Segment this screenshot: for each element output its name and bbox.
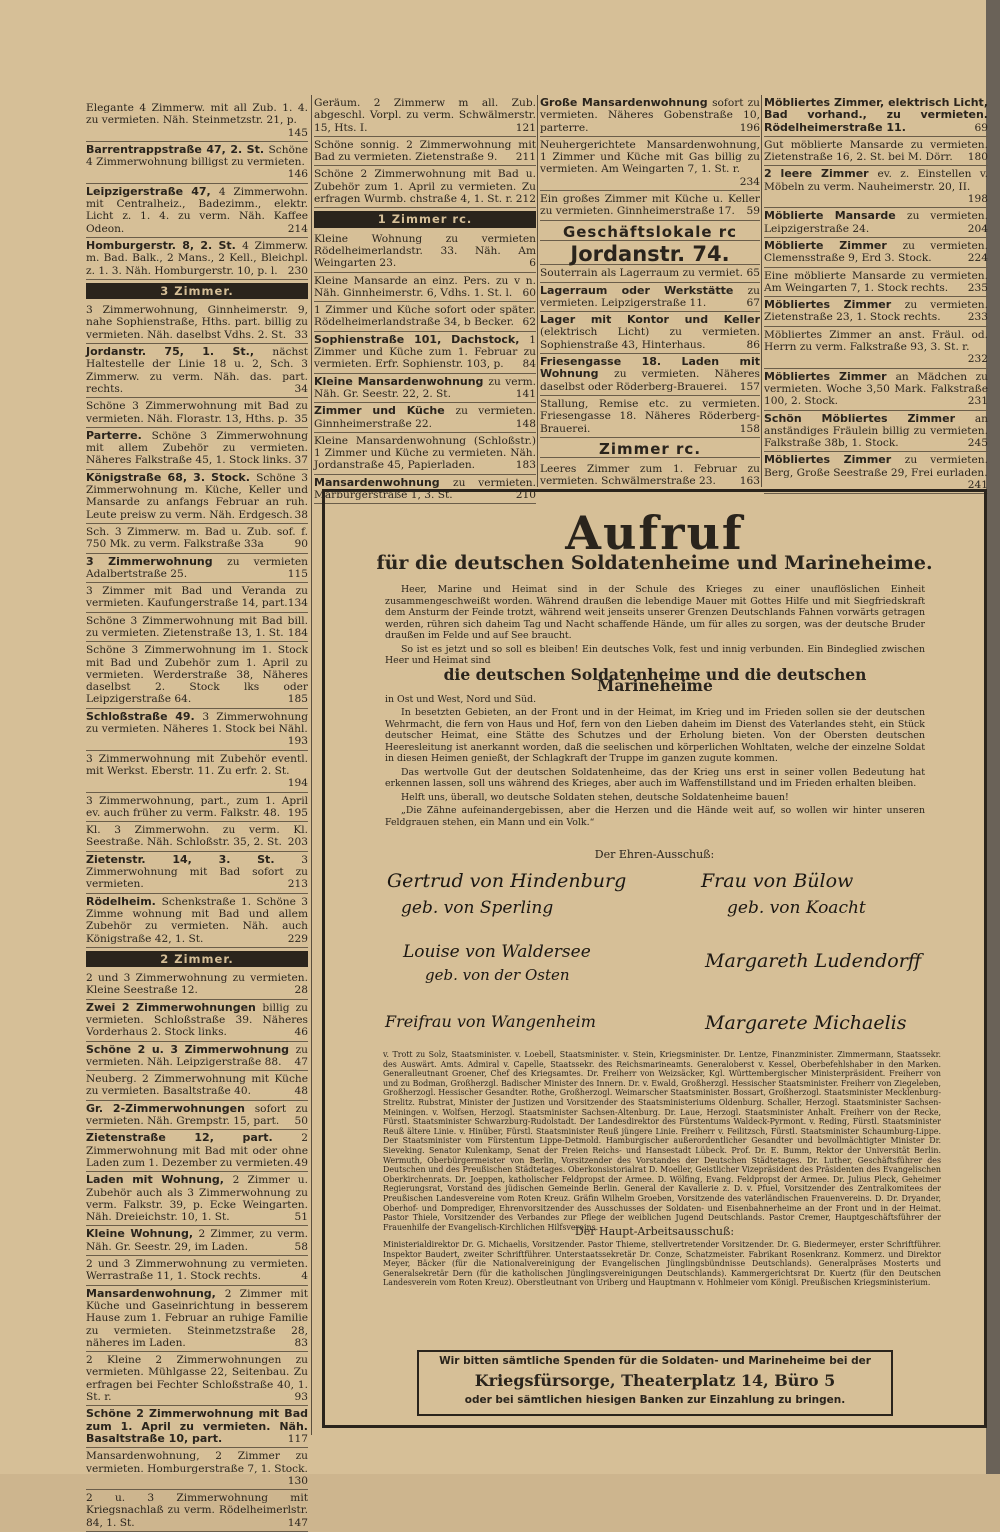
ad-headline: 2 leere Zimmer — [764, 167, 878, 181]
aufruf-notice — [322, 489, 987, 1428]
ad-number: 231 — [967, 395, 988, 408]
classified-ad — [314, 137, 536, 167]
ad-number: 62 — [522, 316, 536, 329]
ad-text: Schenkstraße 1. Schöne 3 Zimme wohnung mit Bad und allem Zubehör zu vermieten. Näh. auch Königstraße 42, 1. St. — [86, 895, 308, 945]
ad-number: 83 — [294, 1336, 308, 1349]
ad-number: 245 — [967, 437, 988, 450]
ad-number: 212 — [515, 193, 536, 206]
ad-number: 194 — [287, 777, 308, 790]
classified-ad — [86, 1352, 308, 1406]
classified-column-4 — [764, 95, 988, 494]
ad-text: Schöne 4 Zimmerwohnung billigst zu vermieten. — [86, 143, 308, 169]
classified-ad — [314, 433, 536, 475]
ad-text: 2 Zimmer u. Zubehör auch als 3 Zimmerwohnung zu verm. Falkstr. 39, p. Ecke Weingarten. Näh. Dreieichstr. 10, 1. St. — [86, 1174, 308, 1224]
classified-ad — [86, 554, 308, 584]
classified-ad — [540, 354, 760, 396]
ad-number: 6 — [529, 257, 536, 270]
ad-number: 163 — [739, 475, 760, 488]
ad-number: 230 — [287, 264, 308, 277]
ad-text: 4 Zimmerwohn. mit Centralheiz., Badezimm., elektr. Licht z. 1. 4. zu verm. Näh. Kaffee Odeon. — [86, 185, 308, 235]
classified-ad — [86, 894, 308, 948]
ad-headline: Große Mansardenwohnung — [540, 96, 713, 109]
ad-number: 34 — [294, 382, 308, 395]
ad-text: Schöne sonnig. 2 Zimmerwohnung mit Bad zu vermieten. Zietenstraße 9. — [314, 138, 536, 164]
ad-number: 38 — [294, 508, 308, 521]
ad-text: zu vermieten. Näh. Leipzigerstraße 88. — [86, 1043, 308, 1068]
ad-text: zu vermieten. Clemensstraße 9, Erd 3. Stock. — [764, 239, 988, 265]
ad-number: 65 — [746, 267, 760, 280]
ad-number: 203 — [287, 836, 308, 849]
ad-number: 234 — [739, 175, 760, 188]
ad-headline: Kleine Wohnung, — [86, 1227, 199, 1241]
ad-text: zu vermieten. Leipzigerstraße 11. — [540, 284, 760, 309]
classified-ad — [314, 166, 536, 208]
ad-text: Möbliertes Zimmer an anst. Fräul. od. Herrn zu verm. Falkstraße 93, 3. St. r. — [764, 328, 988, 354]
classified-ad — [86, 1406, 308, 1448]
classified-ad — [86, 470, 308, 524]
aufruf-paragraph: So ist es jetzt und so soll es bleiben! Ein deutsches Volk, fest und innig verbunden. Ein Bindeglied zwischen Heer und Heimat sind — [385, 643, 925, 666]
ad-headline: Königstraße 68, 3. Stock. — [86, 470, 257, 484]
ad-headline: Mansardenwohnung, — [86, 1286, 225, 1300]
classified-ad — [764, 95, 988, 137]
ad-number: 198 — [967, 193, 988, 206]
ad-number: 60 — [522, 286, 536, 299]
ad-text: Neuhergerichtete Mansardenwohnung, 1 Zimmer und Küche mit Gas billig zu vermieten. Am Weingarten 7, 1. St. r. — [540, 138, 760, 176]
ad-number: 141 — [515, 387, 536, 400]
classified-ad — [86, 1000, 308, 1042]
category-header: Geschäftslokale rc — [540, 224, 760, 241]
ad-number: 86 — [746, 338, 760, 351]
ad-headline: Rödelheim. — [86, 894, 162, 908]
aufruf-paragraph: in Ost und West, Nord und Süd. — [385, 693, 537, 705]
ad-text: sofort zu vermieten. Näheres Gobenstraße 10, parterre. — [540, 97, 760, 134]
haupt-ausschuss-heading: Der Haupt-Arbeitsausschuß: — [574, 1225, 735, 1238]
ad-headline: Sophienstraße 101, Dachstock, — [314, 332, 530, 346]
ad-text: (elektrisch Licht) zu vermieten. Sophienstraße 43, Hinterhaus. — [540, 326, 760, 351]
classified-ad — [86, 524, 308, 554]
ad-text: 1 Zimmer und Küche sofort oder später. Rödelheimerlandstraße 34, b Becker. — [314, 304, 536, 329]
ad-number: 157 — [739, 380, 760, 393]
ad-number: 180 — [967, 151, 988, 164]
ad-text: Schöne 3 Zimmerwohnung mit Bad zu vermieten. Näh. Florastr. 13, Hths. p. — [86, 400, 308, 425]
ad-number: 241 — [967, 479, 988, 492]
classified-ad — [86, 1101, 308, 1131]
ad-text: 3 Zimmerwohnung zu vermieten. Näheres 1. Stock bei Nähl. — [86, 710, 308, 736]
category-header: 1 Zimmer rc. — [314, 211, 536, 227]
classified-ad — [86, 428, 308, 470]
category-header: 3 Zimmer. — [86, 283, 308, 299]
ad-number: 90 — [294, 538, 308, 551]
ad-text: 2 u. 3 Zimmerwohnung mit Kriegsnachlaß zu verm. Rödelheimerlstr. 84, 1. St. — [86, 1492, 308, 1529]
aufruf-subtitle: für die deutschen Soldatenheime und Marineheime. — [376, 552, 933, 574]
ad-text: 3 Zimmerwohnung mit Bad sofort zu vermieten. — [86, 853, 308, 891]
ad-text: zu vermieten. Leipzigerstraße 24. — [764, 210, 988, 235]
ad-number: 145 — [287, 126, 308, 139]
ad-number: 185 — [287, 693, 308, 706]
ad-number: 213 — [287, 878, 308, 891]
aufruf-paragraph: Das wertvolle Gut der deutschen Soldatenheime, das der Krieg uns erst in seiner vollen Bedeutung hat erkennen lassen, soll uns während des Krieges, aber auch im Waffenstillstand und im Frieden erhalten bleiben. — [385, 766, 925, 789]
classified-ad — [540, 265, 760, 282]
ad-headline: Möblierte Zimmer — [764, 238, 903, 252]
classified-ad — [86, 344, 308, 398]
signature: geb. von Koacht — [727, 898, 866, 918]
ad-number: 158 — [739, 422, 760, 435]
aufruf-body — [385, 584, 925, 830]
classified-ad — [86, 238, 308, 280]
ad-number: 28 — [294, 984, 308, 997]
column-rule — [537, 95, 538, 487]
classified-ad — [540, 283, 760, 313]
donation-box — [417, 1350, 893, 1416]
ad-headline: Parterre. — [86, 428, 152, 442]
ad-number: 193 — [287, 735, 308, 748]
ad-number: 59 — [746, 205, 760, 218]
donation-address: Kriegsfürsorge, Theaterplatz 14, Büro 5 — [474, 1371, 836, 1390]
ad-number: 134 — [287, 597, 308, 610]
classified-ad — [86, 709, 308, 751]
ad-headline: Zimmer und Küche — [314, 404, 456, 418]
classified-ad — [86, 1172, 308, 1226]
classified-ad — [314, 302, 536, 332]
ad-text: zu verm. Näh. Gr. Seestr. 22, 2. St. — [314, 375, 536, 400]
ad-headline: Lagerraum oder Werkstätte — [540, 283, 748, 297]
ad-number: 184 — [287, 626, 308, 639]
ad-text: zu vermieten. Zietenstraße 23, 1. Stock rechts. — [764, 299, 988, 324]
big-ad-jordanstrasse: Jordanstr. 74. — [540, 244, 760, 265]
ad-number: 214 — [287, 222, 308, 235]
classified-ad — [764, 327, 988, 369]
ad-text: Schöne 3 Zimmerwohnung mit Bad bill. zu vermieten. Zietenstraße 13, 1. St. — [86, 614, 308, 639]
ad-headline: Lager mit Kontor und Keller — [540, 313, 760, 327]
ad-number: 46 — [294, 1026, 308, 1039]
ad-text: Eine möblierte Mansarde zu vermieten. Am Weingarten 7, 1. Stock rechts. — [764, 269, 988, 294]
ad-text: Gut möblierte Mansarde zu vermieten. Zietenstraße 16, 2. St. bei M. Dörr. — [764, 138, 988, 164]
ad-text: Schöne 3 Zimmerwohnung mit allem Zubehör zu vermieten. Näheres Falkstraße 45, 1. Stock links. — [86, 429, 309, 467]
ad-headline: Leipzigerstraße 47, — [86, 184, 219, 198]
ad-text: Stallung, Remise etc. zu vermieten. Friesengasse 18. Näheres Röderberg-Brauerei. — [540, 397, 760, 435]
column-rule — [311, 95, 312, 1435]
classified-column-3 — [540, 95, 760, 491]
classified-ad — [86, 1490, 308, 1532]
signature: Margareth Ludendorff — [705, 950, 922, 972]
ad-text: ev. z. Einstellen v. Möbeln zu verm. Nauheimerstr. 20, II. — [764, 168, 988, 193]
donation-line: oder bei sämtlichen hiesigen Banken zur Einzahlung zu bringen. — [464, 1394, 846, 1406]
ad-number: 84 — [522, 358, 536, 371]
ad-text: 2 und 3 Zimmerwohnung zu vermieten. Kleine Seestraße 12. — [86, 972, 308, 997]
classified-ad — [86, 822, 308, 852]
ad-text: 3 Zimmer mit Bad und Veranda zu vermieten. Kaufungerstraße 14, part. — [86, 585, 308, 610]
classified-ad — [86, 1226, 308, 1256]
classified-ad — [86, 1130, 308, 1172]
ad-number: 49 — [294, 1156, 308, 1169]
ad-number: 33 — [294, 328, 308, 341]
ad-headline: Gr. 2-Zimmerwohnungen — [86, 1101, 255, 1115]
ad-text: zu vermieten. Ginnheimerstraße 22. — [314, 405, 536, 430]
ad-number: 121 — [515, 121, 536, 134]
category-header: Zimmer rc. — [540, 441, 760, 458]
ad-number: 4 — [301, 1270, 308, 1283]
ad-headline: Möblierte Mansarde — [764, 209, 908, 223]
ad-number: 232 — [967, 353, 988, 366]
ad-number: 195 — [287, 806, 308, 819]
classified-ad — [86, 100, 308, 142]
ad-text: zu vermieten. Marburgerstraße 1, 3. St. — [314, 476, 536, 502]
aufruf-highlight: die deutschen Soldatenheime und die deutschen Marineheime — [443, 664, 867, 695]
ad-number: 235 — [967, 281, 988, 294]
classified-ad — [86, 1256, 308, 1286]
signature: geb. von Sperling — [401, 898, 554, 918]
ad-text: an anständiges Fräulein billig zu vermieten. Falkstraße 38b, 1. Stock. — [764, 412, 988, 450]
ad-number: 183 — [515, 459, 536, 472]
classified-column-1 — [86, 100, 308, 1532]
ad-headline: Zietenstr. 14, 3. St. — [86, 852, 302, 866]
ad-number: 147 — [287, 1516, 308, 1529]
ad-number: 233 — [967, 311, 988, 324]
ad-headline: Schön Möbliertes Zimmer — [764, 411, 975, 425]
signature: Gertrud von Hindenburg — [387, 870, 627, 892]
column-rule — [761, 95, 762, 487]
aufruf-paragraph: Heer, Marine und Heimat sind in der Schule des Krieges zu einer unauflöslichen Einheit zusammengeschweißt worden. Während draußen die lebendige Mauer mit Gottes Hilfe und mit Siegfriedskraft dem Ansturm der Feinde trotzt, während weit jenseits unserer Grenzen Deutschlands Fahnen vorwärts getragen werden, rühren sich daheim Tag und Nacht schaffende Hände, um für alles zu sorgen, was der deutsche Bruder draußen im Felde und auf See braucht. — [385, 584, 925, 641]
ad-text: Geräum. 2 Zimmerw m all. Zub. abgeschl. Vorpl. zu verm. Schwälmerstr. 15, Hts. I. — [314, 97, 536, 134]
ad-number: 211 — [515, 151, 536, 164]
ad-number: 115 — [287, 567, 308, 580]
ad-text: zu vermieten. Berg, Große Seestraße 29, Frei eurladen. — [764, 454, 988, 479]
classified-ad — [86, 1042, 308, 1072]
ad-text: 2 Kleine 2 Zimmerwohnungen zu vermieten. Mühlgasse 22, Seitenbau. Zu erfragen bei Fechter Schloßstraße 40, 1. St. r. — [86, 1354, 308, 1404]
classified-ad — [86, 613, 308, 643]
ad-number: 130 — [287, 1474, 308, 1487]
ad-number: 229 — [287, 932, 308, 945]
ad-text: 1 Zimmer und Küche zum 1. Februar zu vermieten. Erfr. Sophienstr. 103, p. — [314, 333, 536, 371]
ad-headline: Friesengasse 18. Laden mit Wohnung — [540, 355, 760, 381]
ad-number: 50 — [294, 1115, 308, 1128]
ad-headline: Schöne 2 Zimmerwohnung mit Bad zum 1. April zu vermieten. Näh. Basaltstraße 10, part. — [86, 1407, 308, 1445]
ad-number: 117 — [287, 1432, 308, 1445]
classified-ad — [314, 403, 536, 433]
ad-headline: Jordanstr. 75, 1. St., — [86, 345, 273, 359]
ad-headline: Möbliertes Zimmer — [764, 298, 905, 312]
ad-number: 47 — [294, 1055, 308, 1068]
signature: Margarete Michaelis — [705, 1012, 907, 1034]
ad-text: zu vermieten Adalbertstraße 25. — [86, 555, 308, 580]
classified-ad — [540, 396, 760, 438]
committee-names: v. Trott zu Solz, Staatsminister. v. Loebell, Staatsminister. v. Stein, Kriegsminister. Dr. Lentze, Finanzminister. Zimmermann, Staatssekr. des Auswärt. Amts. Admiral v. Capelle, Staatssekr. des Reichsmarineamts. Generaloberst v. Kessel, Oberbefehlshaber in den Marken. Generalleutnant Groener, Chef des Kriegsamtes. Dr. Freiherr von Weizsäcker, Kgl. Württembergischer Ministerpräsident. Freiherr von und zu Bodman, Großherzgl. Badischer Minister des Innern. Dr. v. Ewald, Großherzgl. Hessischer Staatsminister. Freiherr von Ziegeleben, Großherzogl. Hessischer Gesandter. Rothe, Großherzogl. Weimarscher Staatsminister. Bossart, Großherzogl. Staatsminister Mecklenburg-Strelitz. Rubstrat, Minister der Justizen und Vorsitzender des Staatsministeriums Oldenburg. Schaller, Herzogl. Staatsminister Sachsen-Meiningen. v. Wolfsen, Herzogl. Staatsminister Sachsen-Altenburg. Dr. Laue, Herzogl. Staatsminister Anhalt. Freiherr von der Recke, Fürstl. Staatsminister Schwarzburg-Rudolstadt. Der Landesdirektor des Fürstentums Waldeck-Pyrmont. v. Reding, Fürstl. Staatsminister Reuß ältere Linie. v. Hinüber, Fürstl. Staatsminister Reuß jüngere Linie. Freiherr v. Feilitzsch, Fürstl. Staatsminister Schaumburg-Lippe. Der Staatsminister vom Fürstentum Lippe-Detmold. Hamburgischer außerordentlicher Gesandter und bevollmächtigter Minister Dr. Sieveking. Senator Kulenkamp, Senat der Freien Reichs- und Hansestadt Lübeck. Prof. Dr. E. Bumm, Rektor der Universität Berlin. Wermuth, Oberbürgermeister von Berlin, Vorsitzender des Vorstandes der Deutschen Städtetages. Dr. Luther, Geschäftsführer des Deutschen und des Preußischen Städtetages. Oberkonsistorialrat D. Moeller, Geistlicher Vizepräsident des Präsidenten des Evangelischen Oberkirchenrats. Dr. Joeppen, katholischer Feldpropst der Armee. D. Wölfing, Evang. Feldpropst der Armee. Dr. Julius Pleck, Geheimer Regierungsrat, Vorstand des jüdischen Gemeinde Berlin. General der Kavallerie z. D. v. Pfuel, Vorsitzender des Zentralkomitees der Preußischen Landesvereine vom Roten Kreuz. Gräfin Wilhelm Groeben, Vorsitzende des vaterländischen Frauenvereins. D. Dr. Dryander, Oberhof- und Domprediger, Ehrenvorsitzender des Ausschusses der Soldaten- und Eisenbahnerheime an der Front und in der Heimat. Pastor Thiele, Vorsitzender des Verbandes zur Pflege der weiblichen Jugend Deutschlands. Pastor Cremer, Hauptgeschäftsführer der Frauenhilfe der Evangelisch-Kirchlichen Hilfsvereins. — [383, 1050, 941, 1232]
ad-text: 3 Zimmerwohnung, Ginnheimerstr. 9, nahe Sophienstraße, Hths. part. billig zu vermieten. Näh. daselbst Vdhs. 2. St. — [86, 304, 308, 341]
signature: Freifrau von Wangenheim — [385, 1012, 596, 1031]
ad-number: 196 — [739, 121, 760, 134]
classified-ad — [86, 852, 308, 894]
classified-ad — [314, 273, 536, 303]
ad-text: 2 Zimmerwohnung mit Bad mit oder ohne Laden zum 1. Dezember zu vermieten. — [86, 1132, 308, 1169]
ad-headline: 3 Zimmerwohnung — [86, 554, 228, 568]
classified-ad — [764, 297, 988, 327]
ad-number: 204 — [967, 222, 988, 235]
ad-headline: Möbliertes Zimmer, elektrisch Licht, Bad vorhand., zu vermieten. Rödelheimerstraße 11. — [764, 96, 988, 134]
classified-ad — [314, 332, 536, 374]
classified-ad — [540, 312, 760, 354]
ad-headline: Möbliertes Zimmer — [764, 369, 896, 383]
classified-ad — [86, 793, 308, 823]
ad-text: 4 Zimmerw. m. Bad. Balk., 2 Mans., 2 Kell., Bleichpl. z. 1. 3. Näh. Homburgerstr. 10, p. l. — [86, 239, 308, 277]
ad-text: 2 und 3 Zimmerwohnung zu vermieten. Werrastraße 11, 1. Stock rechts. — [86, 1258, 308, 1283]
ad-number: 93 — [294, 1391, 308, 1404]
ad-number: 51 — [294, 1211, 308, 1224]
ad-headline: Zietenstraße 12, part. — [86, 1131, 302, 1145]
classified-ad — [86, 1286, 308, 1352]
classified-ad — [86, 398, 308, 428]
classified-ad — [86, 1071, 308, 1101]
classified-ad — [86, 642, 308, 708]
ad-number: 69 — [974, 121, 988, 134]
classified-ad — [540, 191, 760, 221]
page-binding-edge — [986, 0, 1000, 1474]
ad-text: Sch. 3 Zimmerw. m. Bad u. Zub. sof. f. 750 Mk. zu verm. Falkstraße 33a — [86, 525, 308, 551]
classified-ad — [764, 369, 988, 411]
classified-ad — [86, 751, 308, 793]
ad-number: 35 — [294, 412, 308, 425]
ad-text: 3 Zimmerwohnung, part., zum 1. April ev. auch früher zu verm. Falkstr. 48. — [86, 794, 308, 819]
classified-ad — [86, 302, 308, 344]
category-header: 2 Zimmer. — [86, 951, 308, 967]
classified-ad — [764, 166, 988, 208]
ad-headline: Möbliertes Zimmer — [764, 453, 905, 467]
ad-number: 37 — [294, 454, 308, 467]
classified-ad — [764, 238, 988, 268]
ad-number: 224 — [967, 252, 988, 265]
ad-headline: Laden mit Wohnung, — [86, 1173, 233, 1187]
ad-headline: Barrentrappstraße 47, 2. St. — [86, 142, 269, 156]
classified-ad — [764, 208, 988, 238]
ad-text: Mansardenwohnung, 2 Zimmer zu vermieten. Homburgerstraße 7, 1. Stock. — [86, 1450, 308, 1475]
aufruf-paragraph: Helft uns, überall, wo deutsche Soldaten stehen, deutsche Soldatenheime bauen! — [401, 791, 789, 803]
classified-column-2 — [314, 95, 536, 504]
ad-text: Schöne 2 Zimmerwohnung mit Bad u. Zubehör zum 1. April zu vermieten. Zu erfragen Wurmb. chstraße 4, 1. St. r. — [314, 168, 536, 206]
classified-ad — [764, 411, 988, 453]
ad-text: Schöne 3 Zimmerwohnung im 1. Stock mit Bad und Zubehör zum 1. April zu vermieten. Werderstraße 38, Näheres daselbst 2. Stock lks oder Leipzigerstraße 64. — [86, 644, 308, 706]
ad-number: 48 — [294, 1085, 308, 1098]
ad-text: Kleine Mansardenwohnung (Schloßstr.) 1 Zimmer und Küche zu vermieten. Näh. Jordanstraße 45, Papierladen. — [314, 434, 536, 472]
ad-number: 67 — [746, 296, 760, 309]
ad-number: 210 — [515, 489, 536, 502]
ad-text: Neuberg. 2 Zimmerwohnung mit Küche zu vermieten. Basaltstraße 40. — [86, 1073, 308, 1098]
ad-text: Kleine Wohnung zu vermieten Rödelheimerlandstr. 33. Näh. Am Weingarten 23. — [314, 232, 536, 270]
classified-ad — [86, 970, 308, 1000]
aufruf-paragraph: In besetzten Gebieten, an der Front und in der Heimat, im Krieg und im Frieden sollen sie der deutschen Wehrmacht, die fern von Haus und Hof, fern von den Lieben daheim im Dienst des Vaterlandes steht, ein Stück deutscher Heimat, eine Stätte des Schutzes und der Erholung bieten. Von der Obersten deutschen Heeresleitung ist anerkannt worden, daß die seelischen und körperlichen Wohltaten, welche der einzelne Soldat in diesen Heimen genießt, der Schlagkraft der Truppe im ganzen zugute kommen. — [385, 707, 925, 764]
classified-ad — [314, 374, 536, 404]
classified-ad — [540, 95, 760, 137]
classified-ad — [314, 231, 536, 273]
ad-number: 58 — [294, 1240, 308, 1253]
signature: geb. von der Osten — [425, 966, 570, 984]
ad-text: Kleine Mansarde an einz. Pers. zu v n. Näh. Ginnheimerstr. 6, Vdhs. 1. St. l. — [314, 274, 536, 299]
ad-text: Souterrain als Lagerraum zu vermiet. — [540, 267, 744, 280]
signature: Frau von Bülow — [701, 870, 854, 892]
ad-text: nächst Haltestelle der Linie 18 u. 2, Sch. 3 Zimmerw. zu verm. Näh. das. part. rechts. — [86, 346, 308, 395]
classified-ad — [764, 268, 988, 298]
ad-text: billig zu vermieten. Schloßstraße 39. Näheres Vorderhaus 2. Stock links. — [86, 1001, 309, 1039]
ad-text: Kl. 3 Zimmerwohn. zu verm. Kl. Seestraße. Näh. Schloßstr. 35, 2. St. — [86, 824, 308, 849]
ad-headline: Schöne 2 u. 3 Zimmerwohnung — [86, 1042, 296, 1056]
ad-headline: Zwei 2 Zimmerwohnungen — [86, 1000, 263, 1014]
classified-ad — [86, 1448, 308, 1490]
ad-headline: Kleine Mansardenwohnung — [314, 374, 489, 388]
ad-number: 148 — [515, 417, 536, 430]
aufruf-title: Aufruf — [565, 506, 744, 560]
arbeitsausschuss-names: Ministerialdirektor Dr. G. Michaelis, Vorsitzender. Pastor Thieme, stellvertretender Vorsitzender. Dr. G. Biedermeyer, erster Schriftführer. Inspektor Baudert, zweiter Schriftführer. Unterstaatssekretär Dr. Conze, Schatzmeister. Fabrikant Rosenkranz. Kommerz. und Direktor Meyer, Bäcker (für die Nationalvereinigung der Evangelischen Jünglingsbündnisse Deutschlands). Generalpräses Mosterts und Generalsekretär Dern (für die katholischen Jünglingsvereinigungen Deutschlands). Kammergerichtsrat Dr. Kuertz (für den Deutschen Landesverein vom Roten Kreuz). Oberstleutnant von Uriberg und Hauptmann v. Hohlmeier vom Königl. Preußischen Kriegsministerium. — [383, 1240, 941, 1288]
classified-ad — [86, 142, 308, 184]
ad-text: sofort zu vermieten. Näh. Grempstr. 15, part. — [86, 1102, 308, 1128]
ad-headline: Mansardenwohnung — [314, 475, 453, 489]
ad-text: an Mädchen zu vermieten. Woche 3,50 Mark. Falkstraße 100, 2. Stock. — [764, 370, 988, 408]
classified-ad — [86, 583, 308, 613]
ehren-ausschuss-heading: Der Ehren-Ausschuß: — [594, 848, 715, 861]
classified-ad — [314, 95, 536, 137]
ad-text: Schöne 3 Zimmerwohnung m. Küche, Keller und Mansarde zu anfangs Februar an ruh. Leute preisw zu verm. Näh. Erdgesch. — [86, 471, 309, 521]
signature: Louise von Waldersee — [403, 942, 591, 962]
ad-number: 146 — [287, 168, 308, 181]
ad-text: zu vermieten. Näheres daselbst oder Röderberg-Brauerei. — [540, 368, 760, 393]
ad-text: 3 Zimmerwohnung mit Zubehör eventl. mit Werkst. Eberstr. 11. Zu erfr. 2. St. — [86, 752, 308, 777]
classified-ad — [764, 137, 988, 167]
ad-text: 2 Zimmer, zu verm. Näh. Gr. Seestr. 29, im Laden. — [86, 1228, 308, 1253]
ad-headline: Schloßstraße 49. — [86, 709, 203, 723]
classified-ad — [540, 461, 760, 491]
ad-headline: Homburgerstr. 8, 2. St. — [86, 238, 243, 252]
donation-line: Wir bitten sämtliche Spenden für die Soldaten- und Marineheime bei der — [439, 1355, 871, 1367]
ad-text: Ein großes Zimmer mit Küche u. Keller zu vermieten. Ginnheimerstraße 17. — [540, 193, 760, 218]
classified-ad — [86, 184, 308, 238]
ad-text: Elegante 4 Zimmerw. mit all Zub. 1. 4. zu vermieten. Näh. Steinmetzstr. 21, p. — [86, 102, 308, 127]
aufruf-quote: „Die Zähne aufeinandergebissen, aber die Herzen und die Hände weit auf, so wollen wir hinter unseren Feldgrauen stehen, ein Mann und ein Volk.“ — [385, 805, 925, 828]
ad-text: Leeres Zimmer zum 1. Februar zu vermieten. Schwälmerstraße 23. — [540, 463, 760, 488]
ad-text: 2 Zimmer mit Küche und Gaseinrichtung in besserem Hause zum 1. Februar an ruhige Familie zu vermieten. Steinmetzstraße 28, näheres im Laden. — [86, 1287, 309, 1349]
classified-ad — [540, 137, 760, 191]
